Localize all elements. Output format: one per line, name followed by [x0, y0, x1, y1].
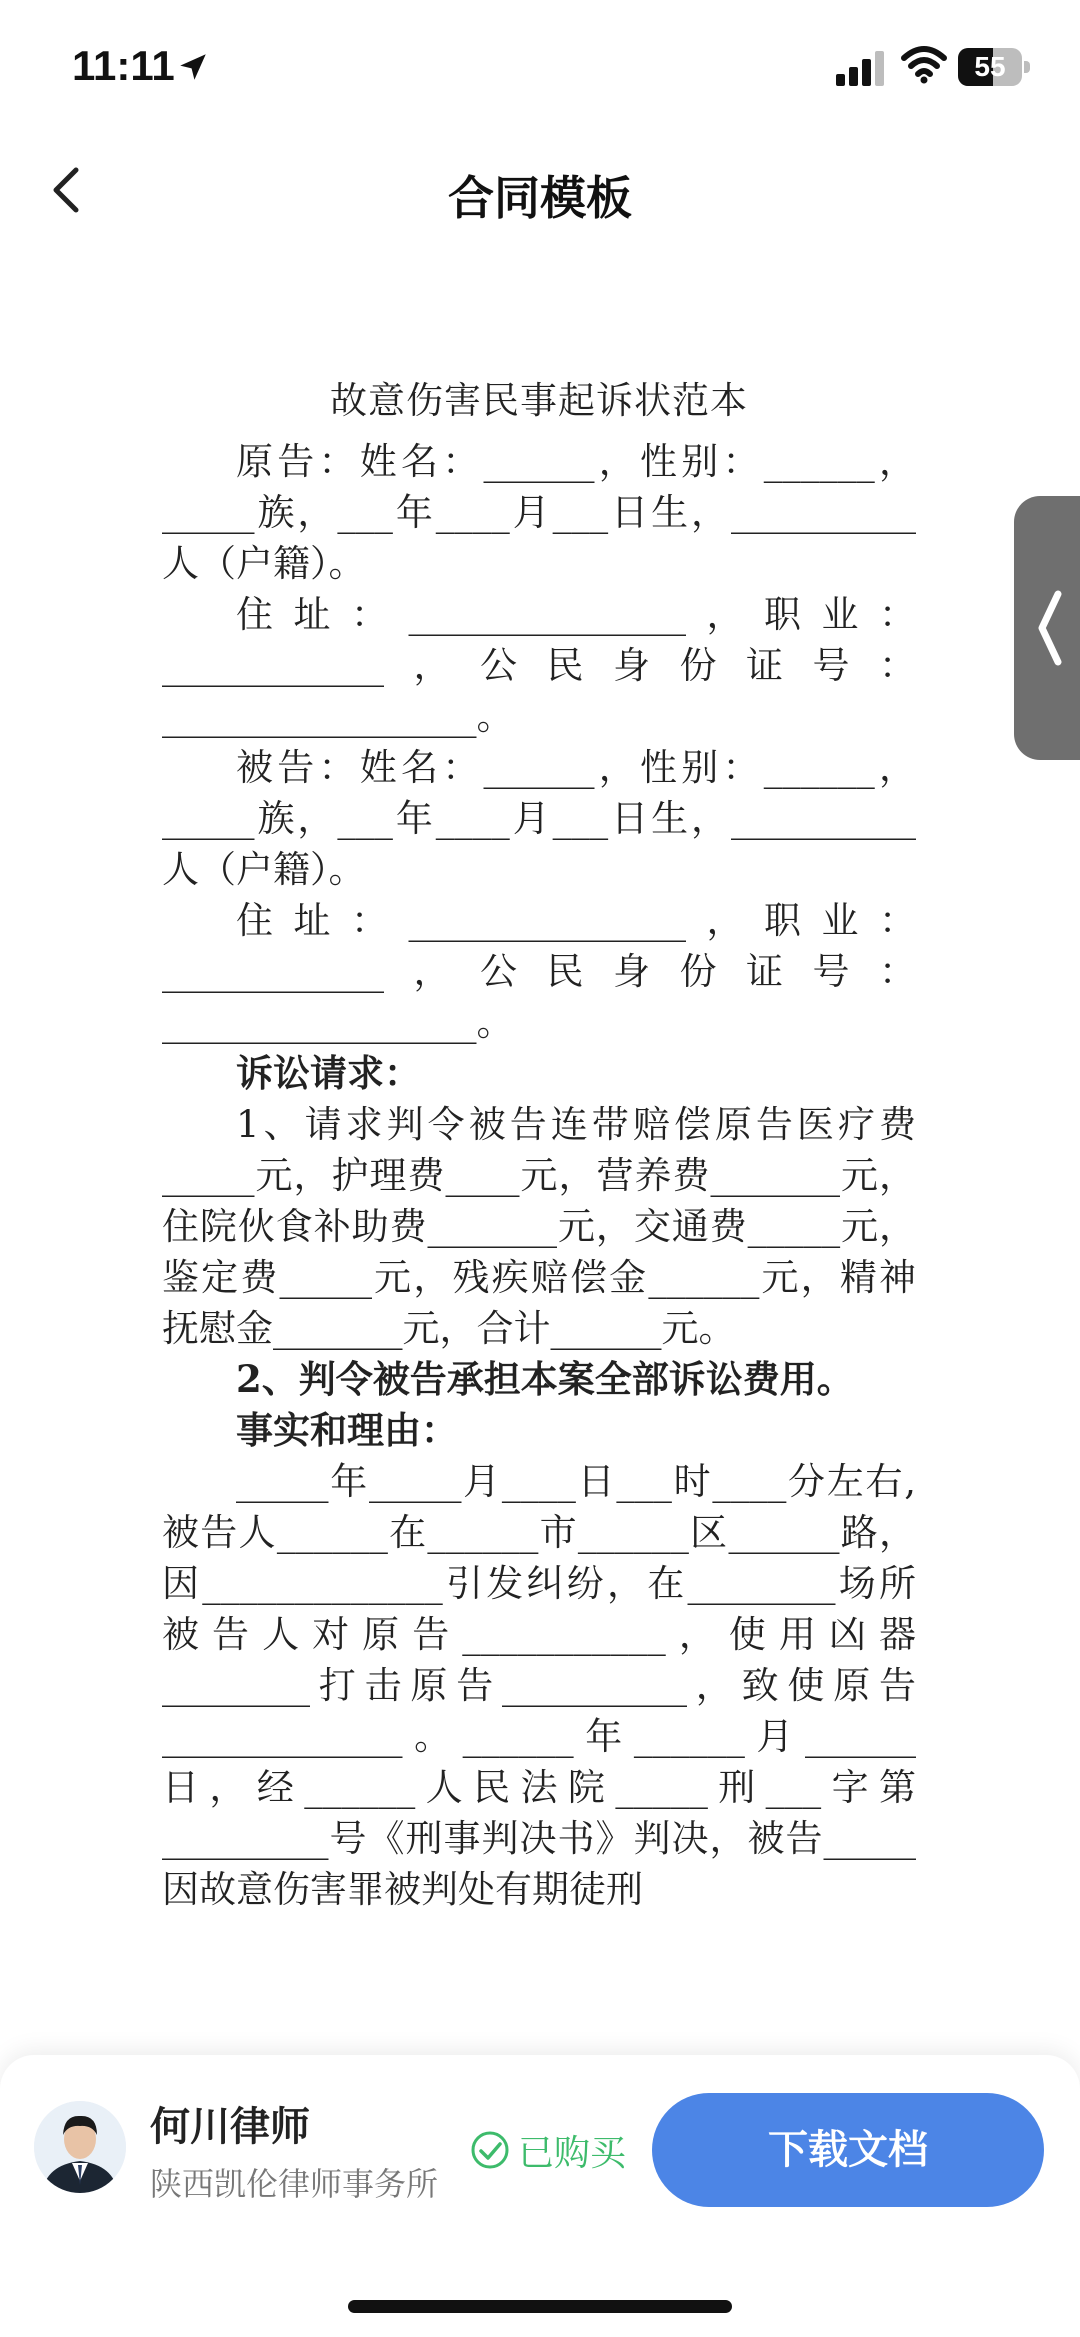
battery-cap — [1024, 61, 1030, 73]
claims-heading: 诉讼请求： — [236, 1051, 421, 1095]
purchased-status — [470, 2127, 626, 2173]
defendant-address: 住址：_______________，职业：____________，公民身份证号：_________________。 — [162, 899, 916, 1044]
battery-body — [958, 48, 1022, 86]
plaintiff-address: 住址：_______________，职业：____________，公民身份证号：_________________。 — [162, 593, 916, 738]
document-title: 故意伤害民事起诉状范本 — [330, 379, 748, 422]
wifi-icon — [900, 44, 948, 84]
status-bar — [0, 0, 1080, 140]
lawyer-avatar[interactable] — [34, 2101, 126, 2193]
home-indicator — [348, 2300, 732, 2313]
claim-item-1: 1、请求判令被告连带赔偿原告医疗费_____元，护理费____元，营养费_______元，住院伙食补助费_______元，交通费_____元，鉴定费_____元，残疾赔偿金______元，精神抚慰金_______元，合计______元。 — [162, 1103, 916, 1350]
cellular-signal-icon — [836, 50, 886, 86]
lawyer-name: 何川律师 — [150, 2104, 310, 2150]
location-arrow-icon — [176, 50, 210, 84]
bottom-action-bar — [0, 2055, 1080, 2337]
status-time: 11:11 — [72, 42, 175, 89]
nav-bar — [0, 140, 1080, 240]
page-title: 合同模板 — [448, 171, 632, 225]
chevron-left-icon — [1034, 588, 1066, 668]
check-circle-icon — [470, 2130, 510, 2170]
download-document-button[interactable]: 下载文档 — [652, 2093, 1044, 2207]
claim-item-2: 2、判令被告承担本案全部诉讼费用。 — [236, 1357, 854, 1401]
avatar-image — [34, 2101, 126, 2193]
facts-heading: 事实和理由： — [236, 1408, 458, 1452]
purchased-label: 已购买 — [518, 2132, 627, 2174]
document-preview[interactable] — [162, 375, 916, 2051]
side-panel-toggle[interactable] — [1014, 496, 1080, 760]
defendant-info: 被告：姓名：______，性别：______，_____族，___年____月___日生，__________人（户籍）。 — [162, 746, 916, 891]
plaintiff-info: 原告：姓名：______，性别：______，_____族，___年____月___日生，__________人（户籍）。 — [162, 440, 916, 585]
law-firm-name: 陕西凯伦律师事务所 — [150, 2165, 439, 2203]
battery-indicator — [958, 48, 1030, 86]
battery-level: 55 — [974, 51, 1006, 82]
facts-paragraph: _____年_____月____日___时____分左右,被告人______在______市______区______路，因_____________引发纠纷，在________场所被告人对原告___________，使用凶器________打击原告__________，致使原告_____________。______年______月______日，经______人民法院_____刑___字第_________号《刑事判决书》判决，被告_____因故意伤害罪被判处有期徒刑 — [162, 1460, 916, 1911]
